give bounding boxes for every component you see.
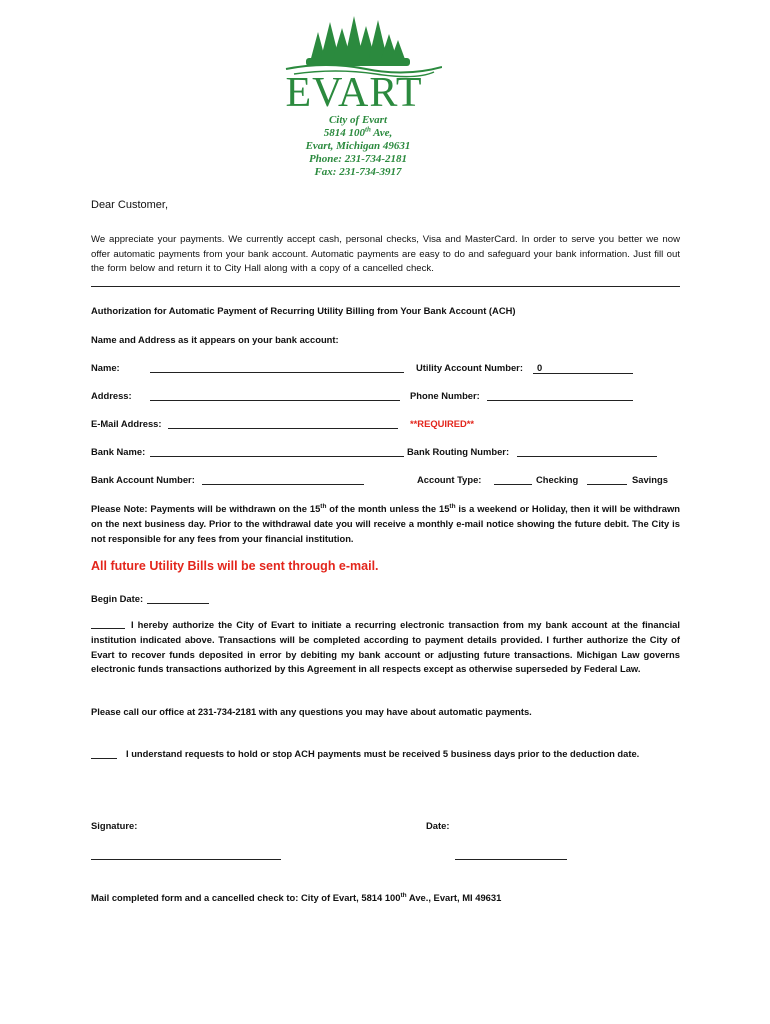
account-type-label: Account Type: [417,474,482,485]
address-city: City of Evart [328,114,388,126]
withdrawal-note: Please Note: Payments will be withdrawn on the 15th of the month unless the 15th is a weekend or Holiday, then it will be withdrawn on the next business day. Prior to the withdrawal date you will receive a monthly e-mail notice showing the future debit. The City is not responsible for any fees from your financial institution. [91,502,680,544]
authorization-paragraph: I hereby authorize the City of Evart to initiate a recurring electronic transaction from my bank account at the financial institution indicated above. Transactions will be completed according to payment details provided. I further authorize the City of Evart to recover funds deposited in error by debiting my bank account or adjusting future transactions. Michigan Law governs electronic funds transactions authorized by this Agreement in all respects except as otherwise superseded by Federal Law. [91,619,680,675]
account-number-label: Bank Account Number: [91,474,195,485]
savings-label: Savings [632,474,668,485]
intro-paragraph: We appreciate your payments. We currently accept cash, personal checks, Visa and MasterCard. In order to serve you better we now offer automatic payments from your bank account. Automatic payments are easy to do and safeguard your bank information. Just fill out the form below and return it to City Hall along with a copy of a cancelled check. [91,234,680,275]
checking-label: Checking [536,474,579,485]
address-field[interactable] [150,390,400,401]
call-office-text: Please call our office at 231-734-2181 with any questions you may have about automatic payments. [91,706,532,717]
utility-account-field[interactable]: 0 [533,362,633,374]
savings-checkbox[interactable] [587,474,627,485]
date-label: Date: [426,820,450,831]
email-notice: All future Utility Bills will be sent through e-mail. [91,559,379,573]
utility-account-label: Utility Account Number: [416,362,523,373]
address-fax: Fax: 231-734-3917 [314,166,402,178]
begin-date-field[interactable] [147,593,209,604]
form-subtitle: Name and Address as it appears on your bank account: [91,334,339,345]
required-marker: **REQUIRED** [410,418,475,429]
address-label: Address: [91,390,132,401]
date-field[interactable] [455,849,567,860]
address-street: 5814 100th Ave, [323,125,393,139]
form-title: Authorization for Automatic Payment of Recurring Utility Billing from Your Bank Account (ACH) [91,305,516,316]
begin-date-label: Begin Date: [91,593,144,604]
mail-instructions: Mail completed form and a cancelled check to: City of Evart, 5814 100th Ave., Evart, MI 49631 [91,892,502,904]
evart-logo-graphic [266,14,442,112]
account-number-field[interactable] [202,474,364,485]
bank-name-label: Bank Name: [91,446,146,457]
phone-number-field[interactable] [487,390,633,401]
signature-label: Signature: [91,820,138,831]
email-label: E-Mail Address: [91,418,162,429]
city-of-evart-logo [266,14,442,112]
routing-number-label: Bank Routing Number: [407,446,510,457]
name-label: Name: [91,362,120,373]
routing-number-field[interactable] [517,446,657,457]
phone-number-label: Phone Number: [410,390,480,401]
bank-name-field[interactable] [150,446,404,457]
understand-text: I understand requests to hold or stop ACH payments must be received 5 business days prior to the deduction date. [126,748,640,759]
address-phone: Phone: 231-734-2181 [308,153,408,165]
understand-initial-field[interactable] [91,748,117,759]
signature-field[interactable] [91,849,281,860]
divider-line [91,286,680,287]
salutation: Dear Customer, [91,199,169,211]
logo-wordmark: EVART [285,70,423,112]
address-citystate: Evart, Michigan 49631 [305,140,411,152]
email-field[interactable] [168,418,398,429]
name-field[interactable] [150,362,404,373]
checking-checkbox[interactable] [494,474,532,485]
